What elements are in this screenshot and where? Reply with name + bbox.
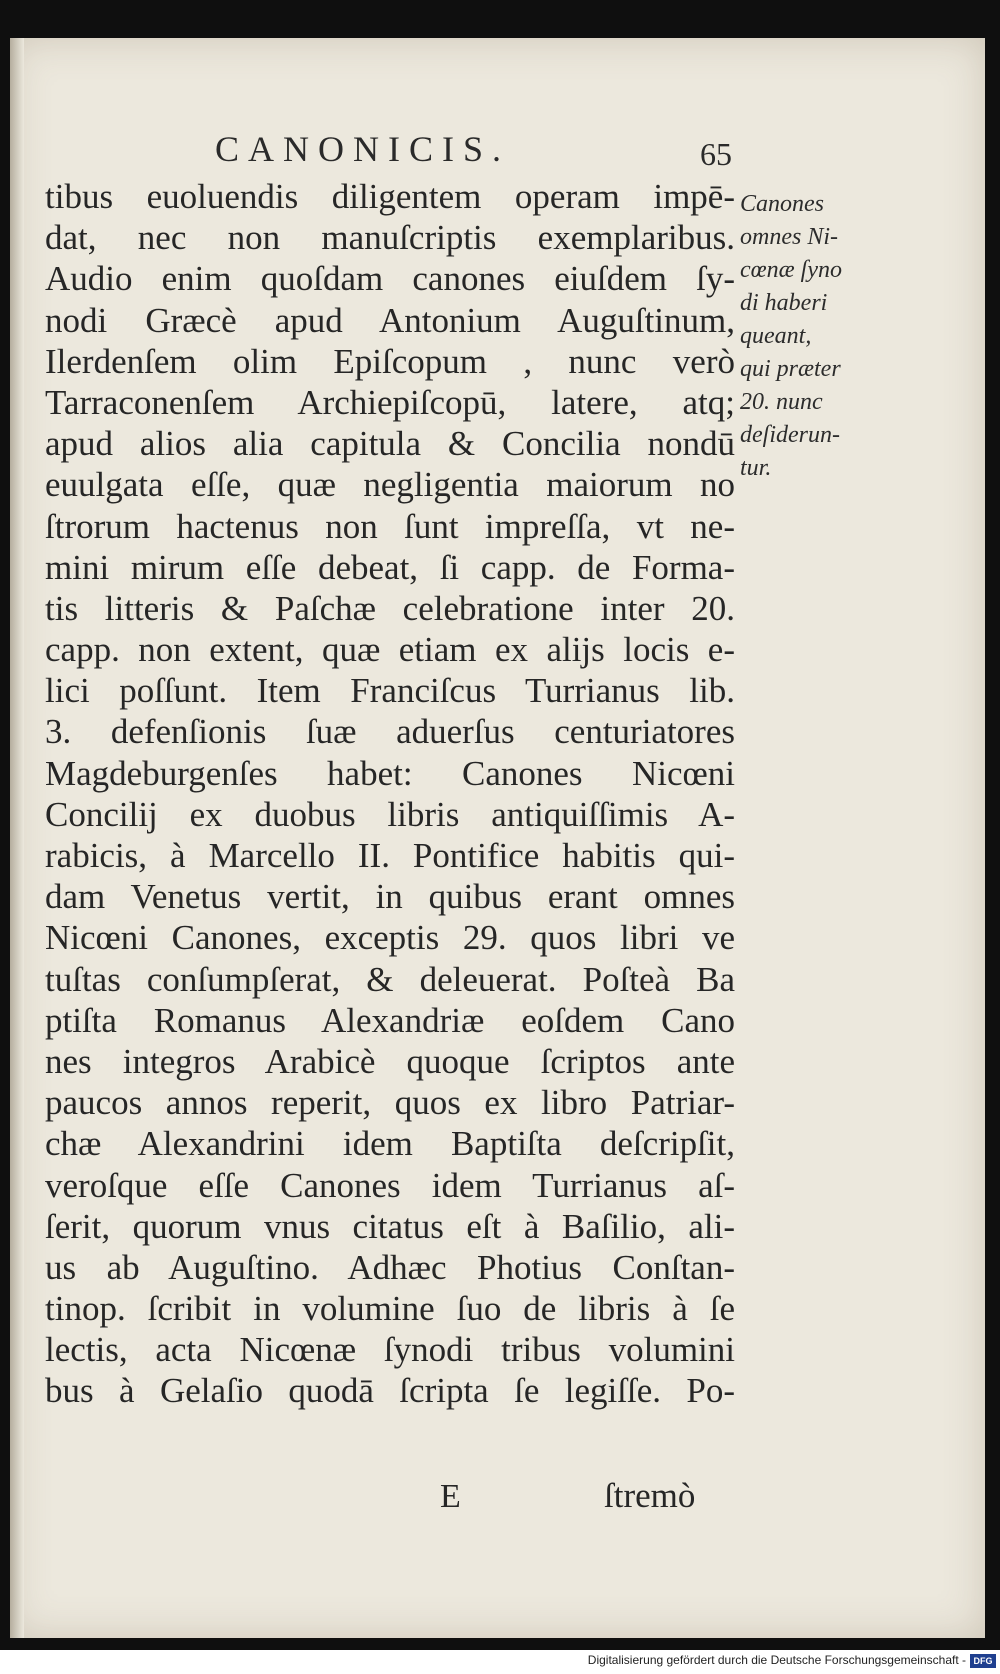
running-head: CANONICIS.	[215, 129, 511, 169]
text-line: capp. non extent, quæ etiam ex alijs locis e-	[45, 630, 735, 670]
text-line: rabicis, à Marcello II. Pontifice habitis qui-	[45, 836, 735, 875]
marginal-note-line: omnes Ni-	[740, 224, 838, 250]
text-line: Audio enim quoſdam canones eiuſdem ſy-	[45, 259, 735, 299]
text-line: bus à Gelaſio quodā ſcripta ſe legiſſe. Po-	[45, 1371, 735, 1411]
text-line: Ilerdenſem olim Epiſcopum , nunc verò	[45, 341, 735, 381]
text-line: 3. defenſionis ſuæ aduerſus centuriatores	[45, 712, 735, 752]
page-spine-shadow	[10, 38, 24, 1638]
marginal-note-line: di haberi	[740, 290, 828, 316]
text-line: mini mirum eſſe debeat, ſi capp. de Forma-	[45, 547, 735, 587]
marginal-note-line: queant,	[740, 323, 812, 349]
marginal-note-line: 20. nunc	[740, 389, 823, 415]
text-line: Nicœni Canones, exceptis 29. quos libri ve	[45, 918, 735, 958]
marginal-note	[740, 188, 880, 485]
text-line: chæ Alexandrini idem Baptiſta deſcripſit,	[45, 1124, 735, 1164]
text-line: Tarraconenſem Archiepiſcopū, latere, atq;	[45, 382, 735, 422]
text-line: veroſque eſſe Canones idem Turrianus aſ-	[45, 1165, 735, 1205]
marginal-note-line: cœnæ ſyno	[740, 257, 842, 283]
marginal-note-line: deſiderun-	[740, 422, 840, 448]
text-line: tis litteris & Paſchæ celebratione inter 20.	[45, 588, 735, 628]
text-line: apud alios alia capitula & Concilia nondū	[45, 424, 735, 464]
marginal-note-line: Canones	[740, 191, 824, 217]
marginal-note-line: tur.	[740, 455, 772, 481]
marginal-note-line: qui præter	[740, 356, 841, 382]
text-line: paucos annos reperit, quos ex libro Patriar-	[45, 1083, 735, 1123]
text-line: lectis, acta Nicœnæ ſynodi tribus volumini	[45, 1330, 735, 1370]
footer-credit-text: Digitalisierung gefördert durch die Deutsche Forschungsgemeinschaft -	[587, 1653, 966, 1667]
signature-mark: E	[440, 1478, 461, 1515]
text-line: Magdeburgenſes habet: Canones Nicœni	[45, 753, 735, 793]
text-line: ſerit, quorum vnus citatus eſt à Baſilio, ali-	[45, 1206, 735, 1246]
text-line: nodi Græcè apud Antonium Auguſtinum,	[45, 300, 735, 340]
catchword: ſtremò	[604, 1476, 696, 1515]
text-line: lici poſſunt. Item Franciſcus Turrianus lib.	[45, 671, 735, 711]
text-line: euulgata eſſe, quæ negligentia maiorum no	[45, 465, 735, 505]
text-line: Concilij ex duobus libris antiquiſſimis A-	[45, 794, 735, 834]
text-line: tinop. ſcribit in volumine ſuo de libris à ſe	[45, 1289, 735, 1329]
text-line: nes integros Arabicè quoque ſcriptos ante	[45, 1041, 735, 1081]
body-text	[45, 176, 735, 1412]
text-line: tuſtas conſumpſerat, & deleuerat. Poſteà Ba	[45, 959, 735, 999]
digitization-footer	[0, 1650, 1000, 1674]
text-line: ſtrorum hactenus non ſunt impreſſa, vt ne-	[45, 506, 735, 546]
text-line: dat, nec non manuſcriptis exemplaribus.	[45, 218, 735, 258]
text-line: us ab Auguſtino. Adhæc Photius Conſtan-	[45, 1247, 735, 1287]
dfg-logo-icon: DFG	[970, 1654, 996, 1668]
text-line: ptiſta Romanus Alexandriæ eoſdem Cano	[45, 1000, 735, 1040]
page-number: 65	[700, 136, 732, 172]
text-line: dam Venetus vertit, in quibus erant omnes	[45, 877, 735, 917]
text-line: tibus euoluendis diligentem operam impē-	[45, 177, 735, 216]
